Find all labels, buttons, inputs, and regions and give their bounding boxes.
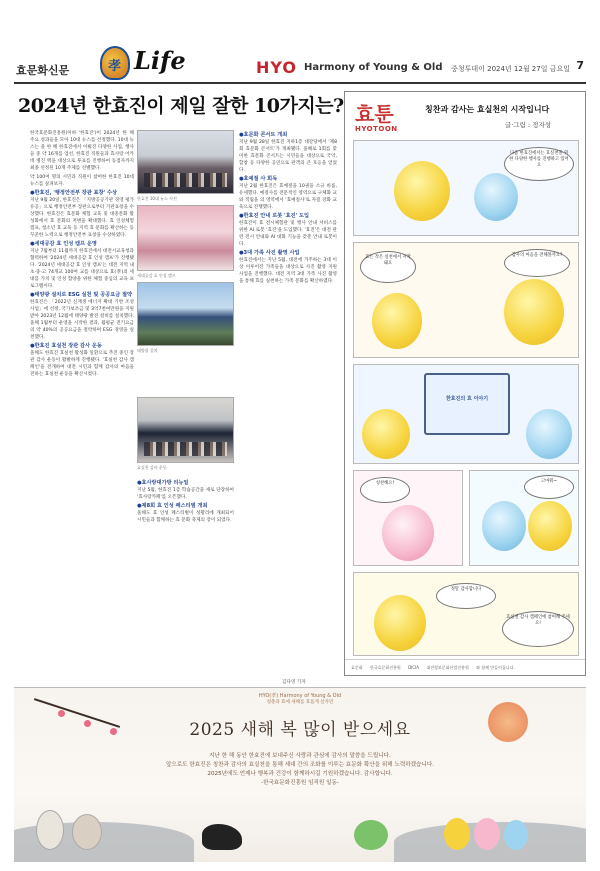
speech-bubble: 효실천 감사 캠페인에 참여해 주세요! [502, 611, 574, 647]
banner-subtitle-2: 청춘과 효예 새해를 효롭게 살자면 [266, 700, 334, 705]
news-photo-3 [137, 282, 234, 346]
footer-partner: 효문화 [351, 665, 363, 670]
article-column-3 [239, 130, 337, 678]
page-number: 7 [576, 59, 584, 72]
frog-character-icon [354, 820, 388, 850]
banner-message [114, 752, 486, 788]
section-title: ●한효진, '행정안전부 장관 표창' 수상 [30, 190, 118, 196]
section-text: 한효진이 효 전시체험관 및 행사 안내 서비스를 위한 AI 로봇 '효진'을 도입했다. '효진'은 대전 관련 전시 안내와 AI 대화 기능을 갖춘 안내 로봇이다. [239, 221, 337, 247]
photo-caption: 효실천 감사 운동 [137, 465, 167, 470]
article-column-2 [137, 478, 234, 678]
yellow-character-icon [444, 818, 470, 850]
blue-character-icon [482, 501, 526, 551]
section-text: 지난 5월, 한효진 1층 학습공간을 새로 단장하여 '효사랑카페'를 오픈했다. [137, 488, 234, 500]
screen-text: 한효진의 효 이야기 [445, 396, 489, 402]
yellow-character-icon [394, 161, 450, 221]
section-title: ●세대공감 효 인성 캠프 운영 [30, 241, 97, 247]
new-year-banner [14, 687, 586, 862]
article-column-1 [30, 130, 134, 678]
hyo-wordmark: HYO [256, 58, 298, 77]
speech-bubble: 칭찬해요! [360, 477, 410, 503]
section-text: 한효진에서는 지난 5월, 대전에 거주하는 3대 이상 이루어진 가족들을 대상으로 사진 촬영 지원 사업을 진행했다. 대전 지역 3대 가족 사진 촬영을 통해 효를 실천하는 가족 문화를 확산하였다. [239, 258, 337, 284]
hyotoon-logo-sub: HYOTOON [355, 125, 398, 133]
webtoon-credit: 글·그림 : 정자성 [504, 121, 551, 129]
section-text: 지난 9월 20일, 한효진은 「지방공공기관 경영 평가 유공」으로 행정안전부 장관으로부터 기관표창을 수상했다. 한효진은 효문화 체험 교육 및 대중문화 활성화에서 효 문화의 저변을 확대했다. 효 인성체험 캠프, 청소년 효 교육 등 지역 효 문화를 확산하는 등 꾸준한 노력으로 행정안전부 표창을 수상하였다. [30, 198, 134, 238]
pink-character-icon [382, 505, 434, 561]
intro-paragraph: 한국효문화진흥원(이하 '한효진')이 2024년 한 해 주요 성과들을 모아 10대 뉴스를 선정했다. 10대 뉴스는 올 한 해 한효진에서 이뤄진 다양한 사업, 행사들 중 약 16개를 엄선, 한효진 직원들과 효사랑 어카데 병진 맥을 대상으로 투표를 진행하여 동점자까지 최종 선정된 10개 주제를 선별했다. [30, 131, 134, 171]
section-text: 올해도 효 인성 페스티벌이 성황리에 개최되어 시민들과 함께하는 효 문화 축제의 장이 되었다. [137, 511, 234, 523]
character-icon [72, 814, 102, 850]
blue-character-icon [504, 820, 528, 850]
section-text: 지난 9월 28일 한효진 지하1층 대강당에서 '제8회 효문화 콘서트'가 개최됐다. 올해로 1회를 맞이한 효문화 콘서트는 시민들을 대상으로 국악, 합창 등 다양한 공연으로 관객의 큰 호응을 얻었다. [239, 140, 337, 173]
section-text: 한효진은 「2022년 신재생 에너지 확대 기반 조성 사업」에 선정, 국가보조금 및 3억7천여만원을 지원받아 2023년 12월에 태양광 발전 설비를 설치했다. 올해 1월부터 운영을 시작한 결과, 월평균 전기요금의 약 40%의 공공요금을 절약하며 ESG 경영을 실천했다. [30, 300, 134, 340]
intro-paragraph: 약 100여 명의 시민과 직원이 참여한 한효진 10대 뉴스를 살펴보자. [30, 175, 134, 187]
blue-character-icon [526, 409, 572, 459]
issue-date: 중청투데이 2024년 12월 27일 금요일 [451, 65, 570, 73]
yellow-character-icon [362, 409, 410, 459]
hyo-emblem-icon: 孝 [100, 46, 130, 80]
banner-line: 지난 한 해 동안 한효진에 보내주신 사랑과 관심에 감사의 말씀을 드립니다. [209, 753, 391, 759]
banner-title: 2025 새해 복 많이 받으세요 [189, 720, 411, 740]
life-logo [100, 46, 186, 80]
section-title: ●효사랑대가방 리뉴얼 [137, 480, 189, 486]
webtoon-panel-4 [353, 470, 463, 566]
banner-subtitle: HYO(孝) Harmony of Young & Old [258, 693, 342, 699]
section-text: 올해도 한효진 효실천 활성화 일환으로 추진 중인 장관 감사 운동이 활발하게 진행됐다. '효실천 감사 캠페인'을 전개하여 대전 시민과 함께 감사의 마음을 전하는 효실천 운동을 확산시켰다. [30, 351, 134, 377]
hyotoon-logo-main: 효툰 [355, 102, 394, 126]
yellow-character-icon [372, 293, 422, 349]
webtoon-panel-3 [353, 364, 579, 464]
webtoon-title: 칭찬과 감사는 효실천의 시작입니다 [425, 105, 550, 114]
section-title: ●한효진 안내 로봇 '효진' 도입 [239, 213, 310, 219]
character-icon [36, 810, 64, 850]
yellow-character-icon [374, 595, 426, 651]
webtoon-footer [345, 659, 585, 675]
section-title: ●태양광 설치로 ESG 실천 및 공공요금 절약 [30, 292, 133, 298]
life-logo-text: Life [134, 46, 186, 75]
webtoon-panel-5 [469, 470, 579, 566]
pink-character-icon [474, 818, 500, 850]
masthead [14, 44, 586, 84]
photo-caption: 한효진 10대 뉴스 사진 [137, 196, 177, 201]
yellow-character-icon [528, 501, 572, 551]
photo-caption: 세대공감 효 인성 캠프 [137, 273, 176, 278]
info-screen [424, 373, 510, 435]
section-title: ●한효진 효실천 장관 감사 운동 [30, 343, 102, 349]
news-photo-2 [137, 205, 234, 271]
blue-character-icon [474, 173, 518, 221]
footer-partner: 대전정보문화산업진흥원 [426, 665, 469, 670]
footer-partner: DICIA [408, 665, 420, 670]
paper-name: 효문화신문 [16, 64, 70, 77]
webtoon-box [344, 91, 586, 676]
speech-bubble: 감사의 마음을 전해볼까요? [504, 249, 570, 277]
news-photo-1 [137, 130, 234, 194]
magpie-icon [202, 824, 242, 850]
webtoon-panel-1 [353, 140, 579, 236]
photo-caption: 태양광 설치 [137, 348, 158, 353]
footer-partner: 한국효문화진흥원 [369, 665, 401, 670]
section-text: 지난 7월부터 11월까지 한효진에서 대전시교육청과 협력하여 '2024년 세대공감 효 인성 캠프'가 진행됐다. '2024년 세대공감 효 인성 캠프'는 대전 지역 내 초·중·고 74개교 100여 교를 대상으로 효(孝)의 세대를 가치 및 인성 함양을 위한 체험 중심의 교육 프로그램이다. [30, 249, 134, 289]
footer-partner: 와 함께 만들어집니다. [476, 665, 515, 670]
yellow-character-icon [504, 279, 564, 345]
section-title: ●효예절 사 회독 [239, 176, 278, 182]
byline: 김다영 기자 [282, 680, 306, 685]
webtoon-panel-6 [353, 572, 579, 656]
webtoon-panel-2 [353, 242, 579, 358]
article-headline: 2024년 한효진이 제일 잘한 10가지는? [18, 95, 344, 117]
hyotoon-logo [355, 98, 405, 138]
news-photo-4 [137, 397, 234, 463]
section-text: 지난 2월 한효진은 효예절을 10권을 소규 바롭, 유세했다. 예절사를 전문적인 영역으로 구체화 교와 적립을 의 영역에서 '효예절사'로 자질 강화 교육으로 진행했다. [239, 184, 337, 210]
banner-line: -한국효문화진흥원 임직원 일동- [261, 780, 339, 786]
section-title: ●제8회 효 인성 페스티벌 개최 [137, 503, 208, 509]
banner-line: 2025년에도 언제나 행복과 건강이 함께하시길 기원하겠습니다. 감사합니다. [207, 771, 393, 777]
speech-bubble: 고마워~ [524, 475, 574, 499]
section-title: ●효문화 콘서트 개최 [239, 132, 288, 138]
section-title: ●3대 가족 사진 촬영 사업 [239, 250, 300, 256]
speech-bubble: 정말 감사합니다 [436, 583, 496, 609]
speech-bubble: 다음 한효진에서는 효실천을 위한 다양한 행사를 진행하고 있어요 [504, 147, 574, 181]
speech-bubble: 효는 작은 실천에서 시작돼요 [360, 251, 416, 283]
banner-line: 앞으로도 한효진은 칭찬과 감사의 효실천을 통해 세대 간의 조화를 이루는 효문화 확산을 위해 노력하겠습니다. [165, 762, 435, 768]
hyo-tagline: Harmony of Young & Old [304, 62, 443, 73]
